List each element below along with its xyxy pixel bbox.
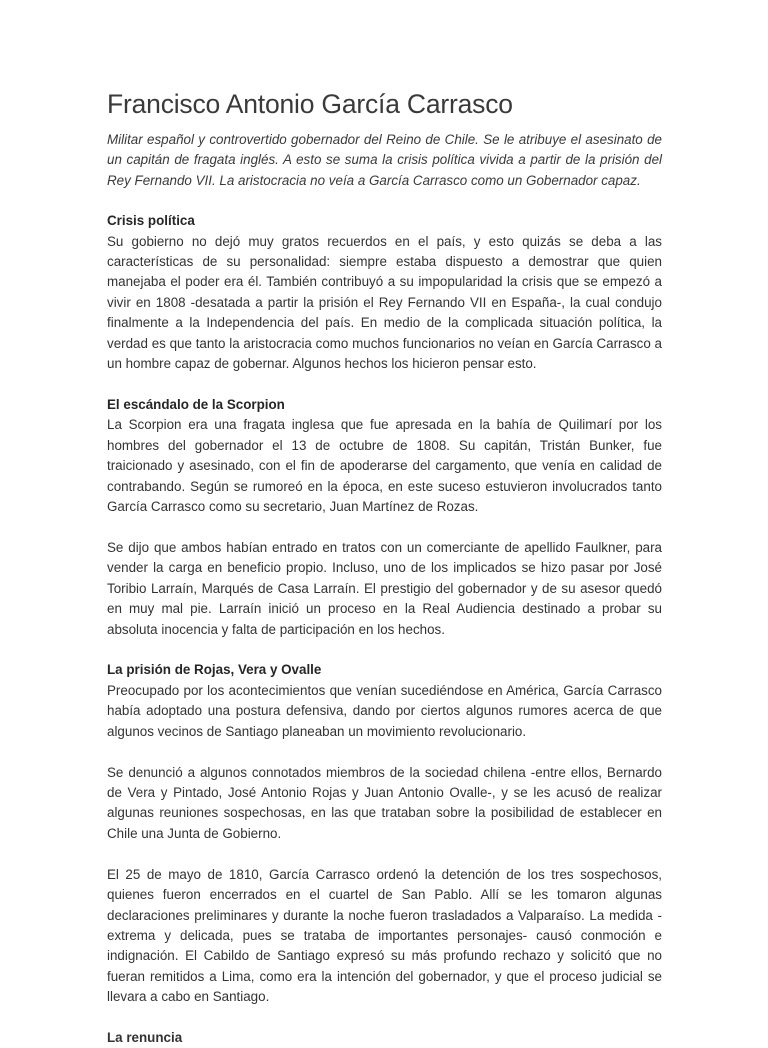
- section-heading: Crisis política: [107, 213, 195, 229]
- section-paragraph: La Scorpion era una fragata inglesa que fue apresada en la bahía de Quilimarí por los hombres del gobernador el 13 de octubre de 1808. Su capitán, Tristán Bunker, fue traicionado y asesinado, con el fin de apoderarse del cargamento, que venía en calidad de contrabando. Según se rumoreó en la época, en este suceso estuvieron involucrados tanto García Carrasco como su secretario, Juan Martínez de Rozas.: [107, 417, 662, 514]
- section-prision: [107, 660, 662, 1007]
- section-paragraph: Preocupado por los acontecimientos que venían sucediéndose en América, García Carrasco había adoptado una postura defensiva, dando por ciertos algunos rumores acerca de que algunos vecinos de Santiago planeaban un movimiento revolucionario.: [107, 682, 662, 739]
- section-heading-partial: La renuncia: [107, 1030, 183, 1046]
- document-page: [107, 86, 662, 1048]
- section-paragraph: Su gobierno no dejó muy gratos recuerdos en el país, y esto quizás se deba a las características de su personalidad: siempre estaba dispuesto a demostrar que quien manejaba el poder era él. También contribuyó a su impopularidad la crisis que se empezó a vivir en 1808 -desatada a partir la prisión el Rey Fernando VII en España-, la cual condujo finalmente a la Independencia del país. En medio de la complicada situación política, la verdad es que tanto la aristocracia como muchos funcionarios no veían en García Carrasco a un hombre capaz de gobernar. Algunos hechos los hicieron pensar esto.: [107, 233, 662, 372]
- section-scorpion: [107, 395, 662, 640]
- section-paragraph: El 25 de mayo de 1810, García Carrasco ordenó la detención de los tres sospechosos, quienes fueron encerrados en el cuartel de San Pablo. Allí se les tomaron algunas declaraciones preliminares y durante la noche fueron trasladados a Valparaíso. La medida -extrema y delicada, pues se trataba de importantes personajes- causó conmoción e indignación. El Cabildo de Santiago expresó su más profundo rechazo y solicitó que no fueran remitidos a Lima, como era la intención del gobernador, y que el proceso judicial se llevara a cabo en Santiago.: [107, 866, 662, 1005]
- page-title: Francisco Antonio García Carrasco: [107, 89, 513, 119]
- section-crisis: [107, 211, 662, 374]
- section-paragraph: Se denunció a algunos connotados miembros de la sociedad chilena -entre ellos, Bernardo de Vera y Pintado, José Antonio Rojas y Juan Antonio Ovalle-, y se les acusó de realizar algunas reuniones sospechosas, en las que trataban sobre la posibilidad de establecer en Chile una Junta de Gobierno.: [107, 764, 662, 841]
- section-heading: El escándalo de la Scorpion: [107, 396, 285, 412]
- section-heading: La prisión de Rojas, Vera y Ovalle: [107, 662, 322, 678]
- intro-paragraph: Militar español y controvertido gobernador del Reino de Chile. Se le atribuye el asesinato de un capitán de fragata inglés. A esto se suma la crisis política vivida a partir de la prisión del Rey Fernando VII. La aristocracia no veía a García Carrasco como un Gobernador capaz.: [107, 132, 662, 188]
- section-paragraph: Se dijo que ambos habían entrado en tratos con un comerciante de apellido Faulkner, para vender la carga en beneficio propio. Incluso, uno de los implicados se hizo pasar por José Toribio Larraín, Marqués de Casa Larraín. El prestigio del gobernador y de su asesor quedó en muy mal pie. Larraín inició un proceso en la Real Audiencia destinado a probar su absoluta inocencia y falta de participación en los hechos.: [107, 539, 662, 637]
